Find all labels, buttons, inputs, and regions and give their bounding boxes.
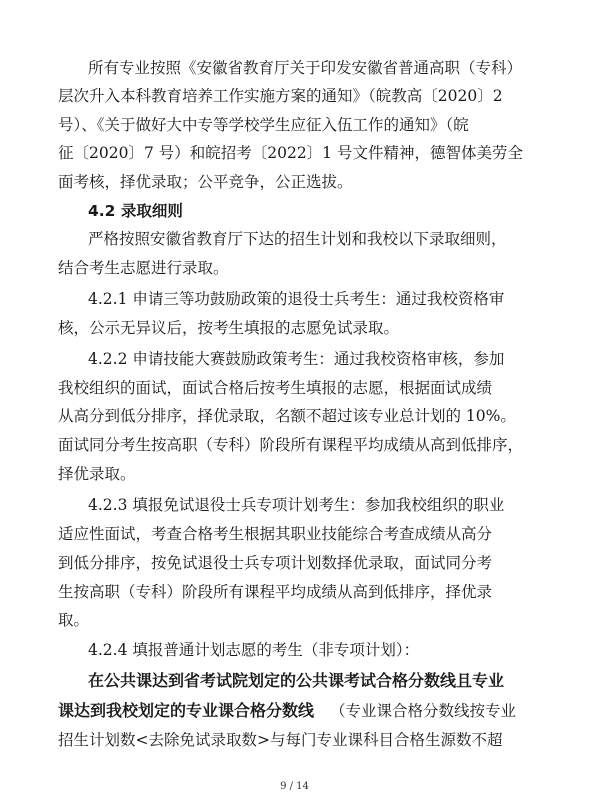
text-line-19: 生按高职（专科）阶段所有课程平均成绩从高到低排序，择优录 — [58, 583, 493, 601]
text-line-8: 结合考生志愿进行录取。 — [58, 259, 229, 277]
normal-segment: （专业课合格分数线按专业 — [330, 702, 517, 720]
text-line-17: 适应性面试，考查合格考生根据其职业技能综合考查成绩从高分 — [58, 525, 493, 543]
text-line-16: 4.2.3 填报免试退役士兵专项计划考生：参加我校组织的职业 — [88, 496, 505, 514]
text-line-24: 招生计划数<去除免试录取数>与每门专业课科目合格生源数不超 — [58, 731, 503, 749]
text-line-7: 严格按照安徽省教育厅下达的招生计划和我校以下录取细则， — [88, 230, 507, 248]
text-line-5: 面考核，择优录取；公平竞争，公正选拔。 — [58, 173, 353, 191]
text-line-11: 4.2.2 申请技能大赛鼓励政策考生：通过我校资格审核，参加 — [88, 350, 505, 368]
text-line-12: 我校组织的面试，面试合格后按考生填报的志愿，根据面试成绩 — [58, 379, 493, 397]
mixed-line-23 — [0, 697, 589, 725]
text-line-1: 所有专业按照《安徽省教育厅关于印发安徽省普通高职（专科） — [88, 59, 523, 77]
text-line-4: 征〔2020〕7 号）和皖招考〔2022〕1 号文件精神，德智体美劳全 — [58, 144, 523, 162]
text-line-3: 号）、《关于做好大中专等学校学生应征入伍工作的通知》（皖 — [58, 116, 469, 134]
bold-segment: 课达到我校划定的专业课合格分数线 — [58, 701, 315, 720]
page-number: 9 / 14 — [280, 781, 309, 792]
text-line-20: 取。 — [58, 611, 90, 629]
section-heading: 4.2 录取细则 — [88, 202, 183, 220]
text-line-18: 到低分排序，按免试退役士兵专项计划数择优录取，面试同分考 — [58, 554, 493, 572]
text-line-15: 择优录取。 — [58, 465, 136, 483]
bold-line-22: 在公共课达到省考试院划定的公共课考试合格分数线且专业 — [88, 671, 505, 690]
text-line-13: 从高分到低分排序，择优录取，名额不超过该专业总计划的 10%。 — [58, 407, 516, 425]
text-line-14: 面试同分考生按高职（专科）阶段所有课程平均成绩从高到低排序， — [58, 436, 524, 454]
text-line-10: 核，公示无异议后，按考生填报的志愿免试录取。 — [58, 319, 400, 337]
text-line-21: 4.2.4 填报普通计划志愿的考生（非专项计划）： — [88, 641, 420, 659]
text-line-2: 层次升入本科教育培养工作实施方案的通知》（皖教高〔2020〕2 — [58, 87, 503, 105]
text-line-9: 4.2.1 申请三等功鼓励政策的退役士兵考生：通过我校资格审 — [88, 290, 505, 308]
